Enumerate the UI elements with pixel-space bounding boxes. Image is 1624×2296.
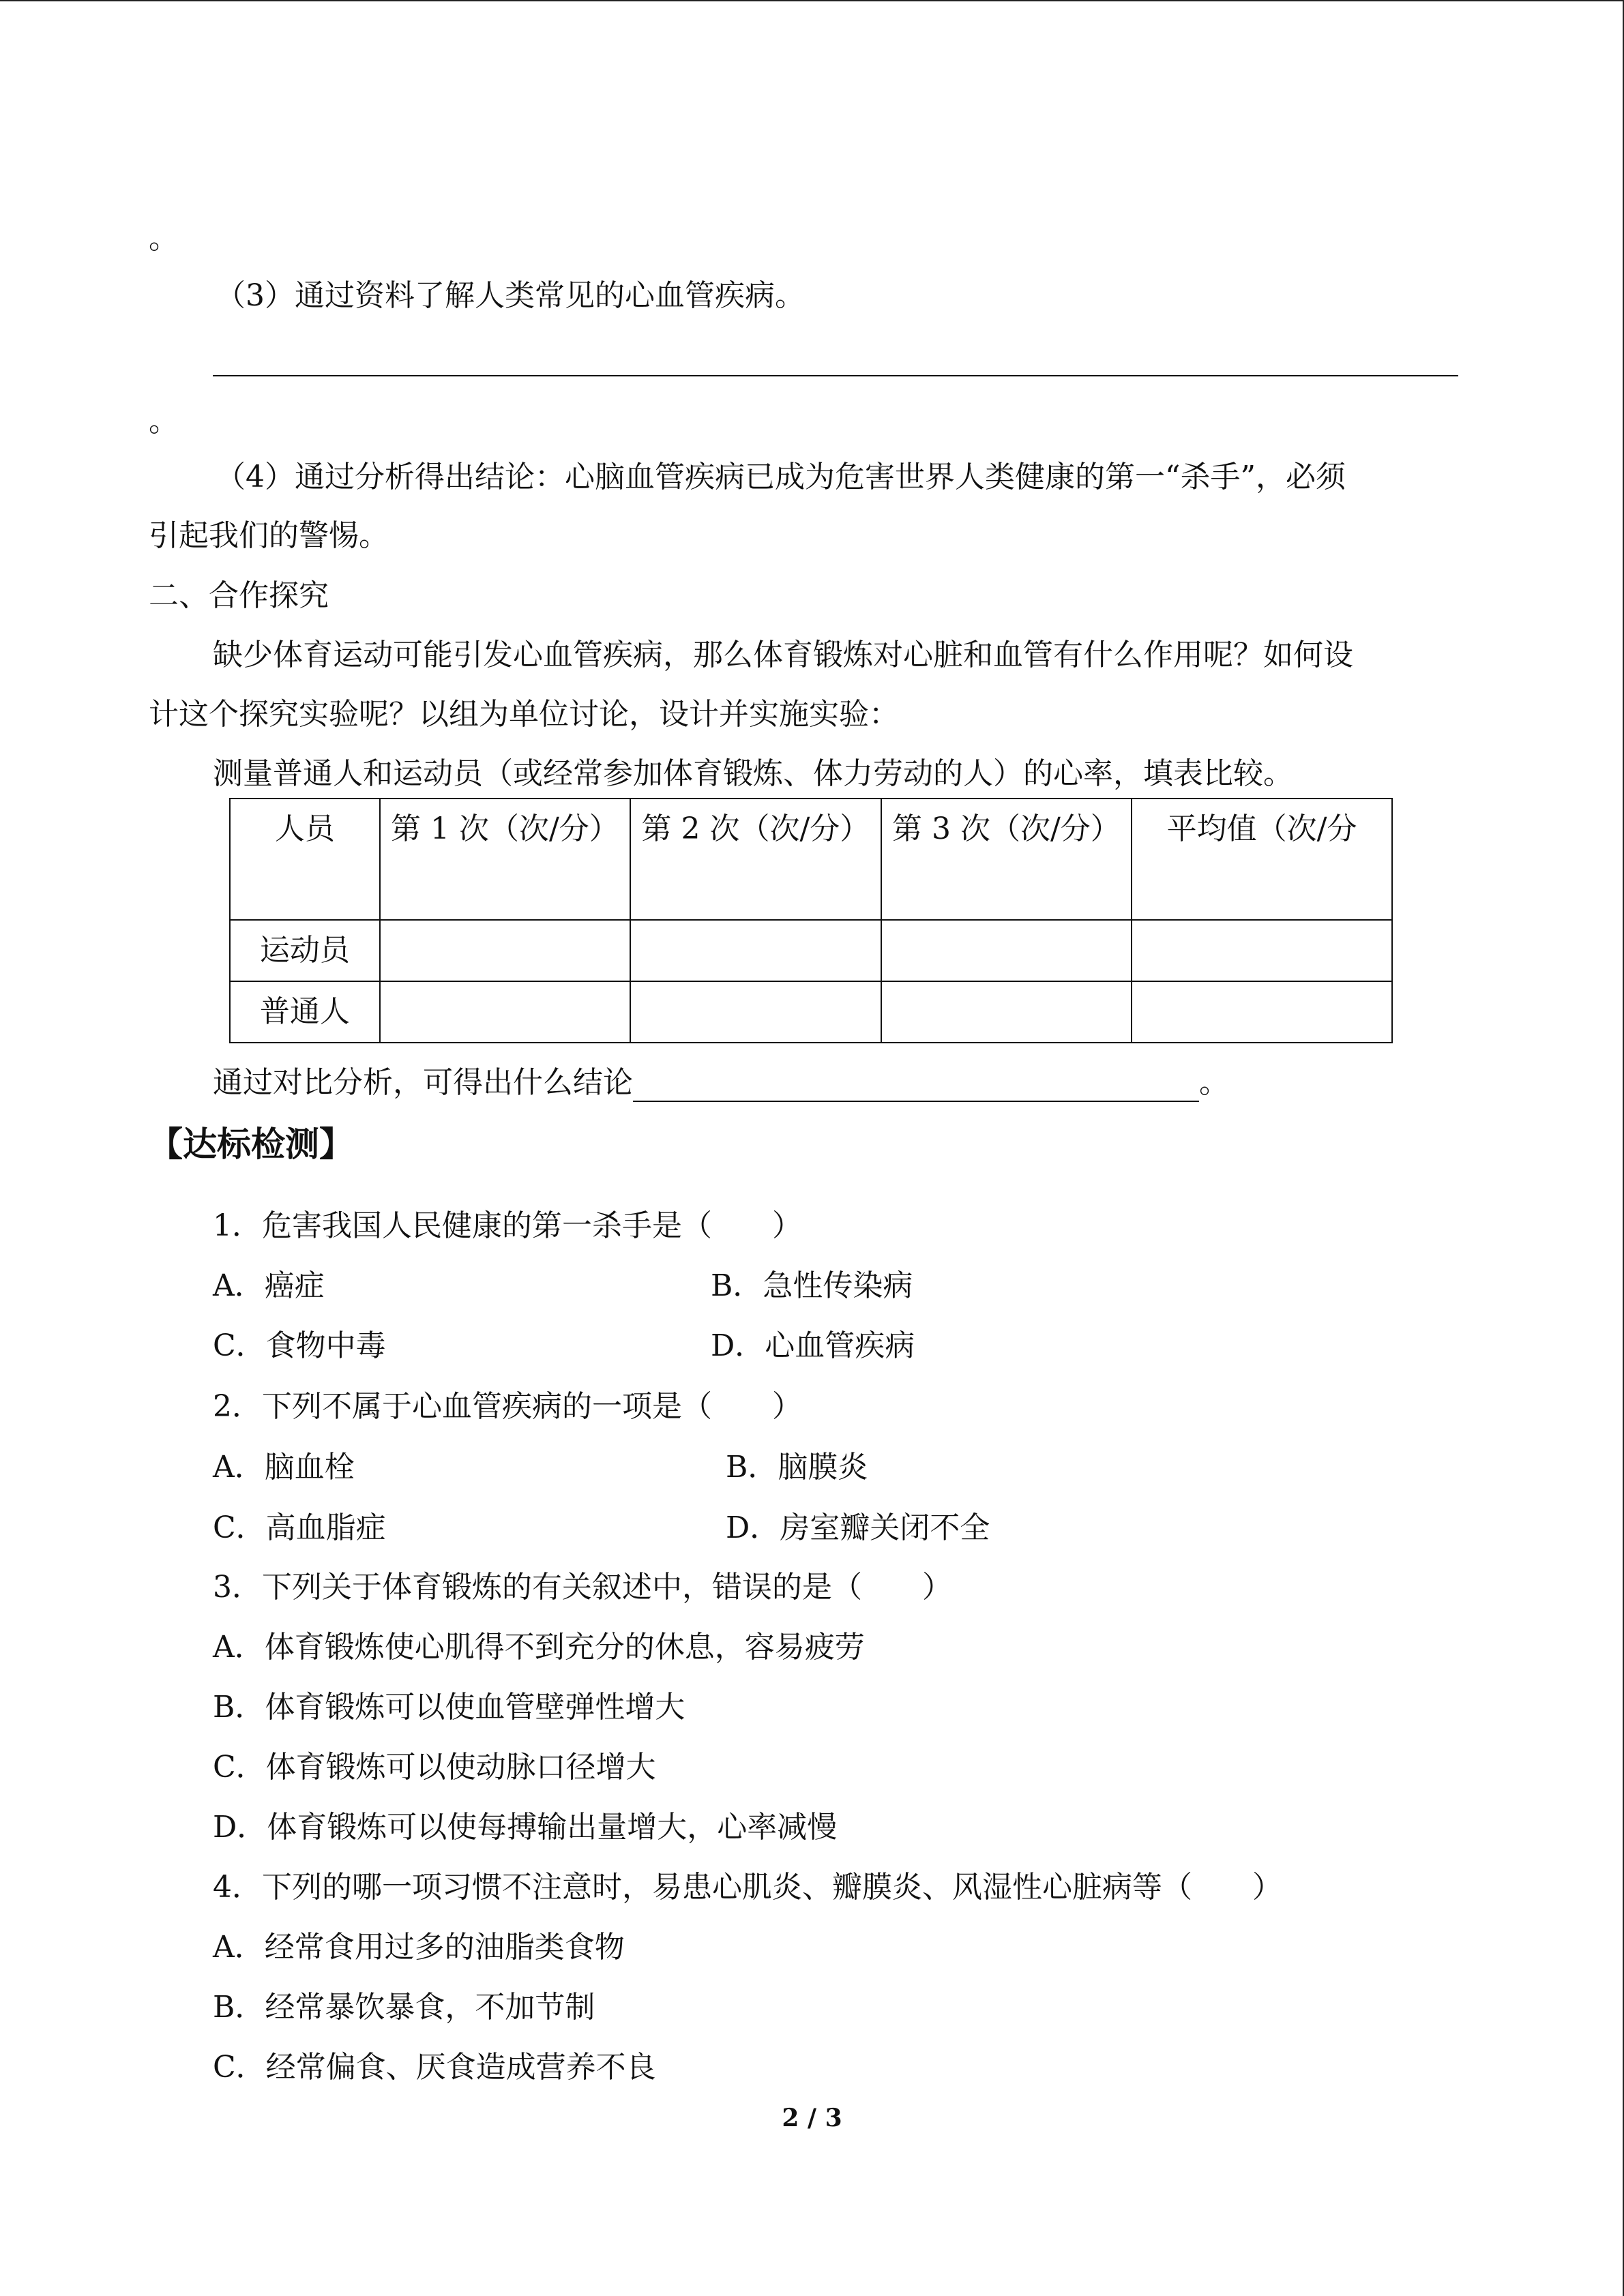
q4-option-c[interactable]: C．经常偏食、厌食造成营养不良 bbox=[213, 2050, 656, 2085]
measurement-task: 测量普通人和运动员（或经常参加体育锻炼、体力劳动的人）的心率，填表比较。 bbox=[213, 756, 1293, 791]
question-4: 4．下列的哪一项习惯不注意时，易患心肌炎、瓣膜炎、风湿性心脏病等（ ） bbox=[213, 1870, 1282, 1905]
q4-option-a[interactable]: A．经常食用过多的油脂类食物 bbox=[213, 1930, 625, 1965]
item-4-text-line2: 引起我们的警惕。 bbox=[149, 518, 389, 553]
header-trial-1: 第 1 次（次/分） bbox=[380, 799, 630, 920]
table-header-row bbox=[230, 799, 1392, 920]
q4-option-b[interactable]: B．经常暴饮暴食，不加节制 bbox=[213, 1990, 595, 2025]
header-person: 人员 bbox=[230, 799, 380, 920]
header-trial-3: 第 3 次（次/分） bbox=[881, 799, 1132, 920]
q3-option-a[interactable]: A．体育锻炼使心肌得不到充分的休息，容易疲劳 bbox=[213, 1630, 865, 1665]
q1-option-a[interactable]: A．癌症 bbox=[213, 1268, 325, 1303]
table-cell[interactable] bbox=[380, 981, 630, 1043]
table-row bbox=[230, 981, 1392, 1043]
answer-blank-line-3[interactable] bbox=[213, 375, 1458, 376]
row-label-athlete: 运动员 bbox=[230, 920, 380, 981]
heart-rate-table bbox=[229, 798, 1393, 1043]
section-2-title: 二、合作探究 bbox=[149, 578, 329, 613]
conclusion-suffix: 。 bbox=[1199, 1065, 1229, 1100]
q2-option-a[interactable]: A．脑血栓 bbox=[213, 1450, 355, 1485]
trailing-period-1: 。 bbox=[149, 221, 179, 256]
question-2: 2．下列不属于心血管疾病的一项是（ ） bbox=[213, 1389, 802, 1424]
q2-option-d[interactable]: D．房室瓣关闭不全 bbox=[726, 1510, 990, 1545]
header-average: 平均值（次/分 bbox=[1132, 799, 1392, 920]
item-4-text-line1: （4）通过分析得出结论：心脑血管疾病已成为危害世界人类健康的第一“杀手”，必须 bbox=[216, 460, 1346, 494]
q1-option-c[interactable]: C．食物中毒 bbox=[213, 1328, 386, 1363]
page-number: 2 / 3 bbox=[782, 2104, 842, 2132]
question-1: 1．危害我国人民健康的第一杀手是（ ） bbox=[213, 1208, 802, 1243]
q1-option-d[interactable]: D．心血管疾病 bbox=[711, 1328, 915, 1363]
table-cell[interactable] bbox=[380, 920, 630, 981]
question-3: 3．下列关于体育锻炼的有关叙述中，错误的是（ ） bbox=[213, 1570, 952, 1605]
conclusion-prompt bbox=[213, 1064, 1229, 1102]
q3-option-d[interactable]: D．体育锻炼可以使每搏输出量增大，心率减慢 bbox=[213, 1810, 838, 1845]
q2-option-c[interactable]: C．高血脂症 bbox=[213, 1510, 386, 1545]
table-cell[interactable] bbox=[881, 981, 1132, 1043]
q3-option-b[interactable]: B．体育锻炼可以使血管壁弹性增大 bbox=[213, 1690, 685, 1725]
table-cell[interactable] bbox=[1132, 920, 1392, 981]
table-row bbox=[230, 920, 1392, 981]
q1-option-b[interactable]: B．急性传染病 bbox=[711, 1268, 913, 1303]
row-label-ordinary: 普通人 bbox=[230, 981, 380, 1043]
trailing-period-2: 。 bbox=[149, 404, 179, 438]
table-cell[interactable] bbox=[630, 981, 881, 1043]
item-3-text: （3）通过资料了解人类常见的心血管疾病。 bbox=[216, 278, 805, 313]
table-cell[interactable] bbox=[630, 920, 881, 981]
table-cell[interactable] bbox=[881, 920, 1132, 981]
inquiry-paragraph-line2: 计这个探究实验呢？以组为单位讨论，设计并实施实验： bbox=[149, 697, 899, 732]
page-top-border bbox=[0, 0, 1624, 1]
table-cell[interactable] bbox=[1132, 981, 1392, 1043]
q3-option-c[interactable]: C．体育锻炼可以使动脉口径增大 bbox=[213, 1750, 656, 1785]
inquiry-paragraph-line1: 缺少体育运动可能引发心血管疾病，那么体育锻炼对心脏和血管有什么作用呢？如何设 bbox=[213, 638, 1353, 672]
header-trial-2: 第 2 次（次/分） bbox=[630, 799, 881, 920]
conclusion-answer-blank[interactable] bbox=[633, 1071, 1199, 1102]
section-3-title: 【达标检测】 bbox=[149, 1124, 353, 1164]
conclusion-prefix: 通过对比分析，可得出什么结论 bbox=[213, 1065, 633, 1100]
q2-option-b[interactable]: B．脑膜炎 bbox=[726, 1450, 868, 1485]
